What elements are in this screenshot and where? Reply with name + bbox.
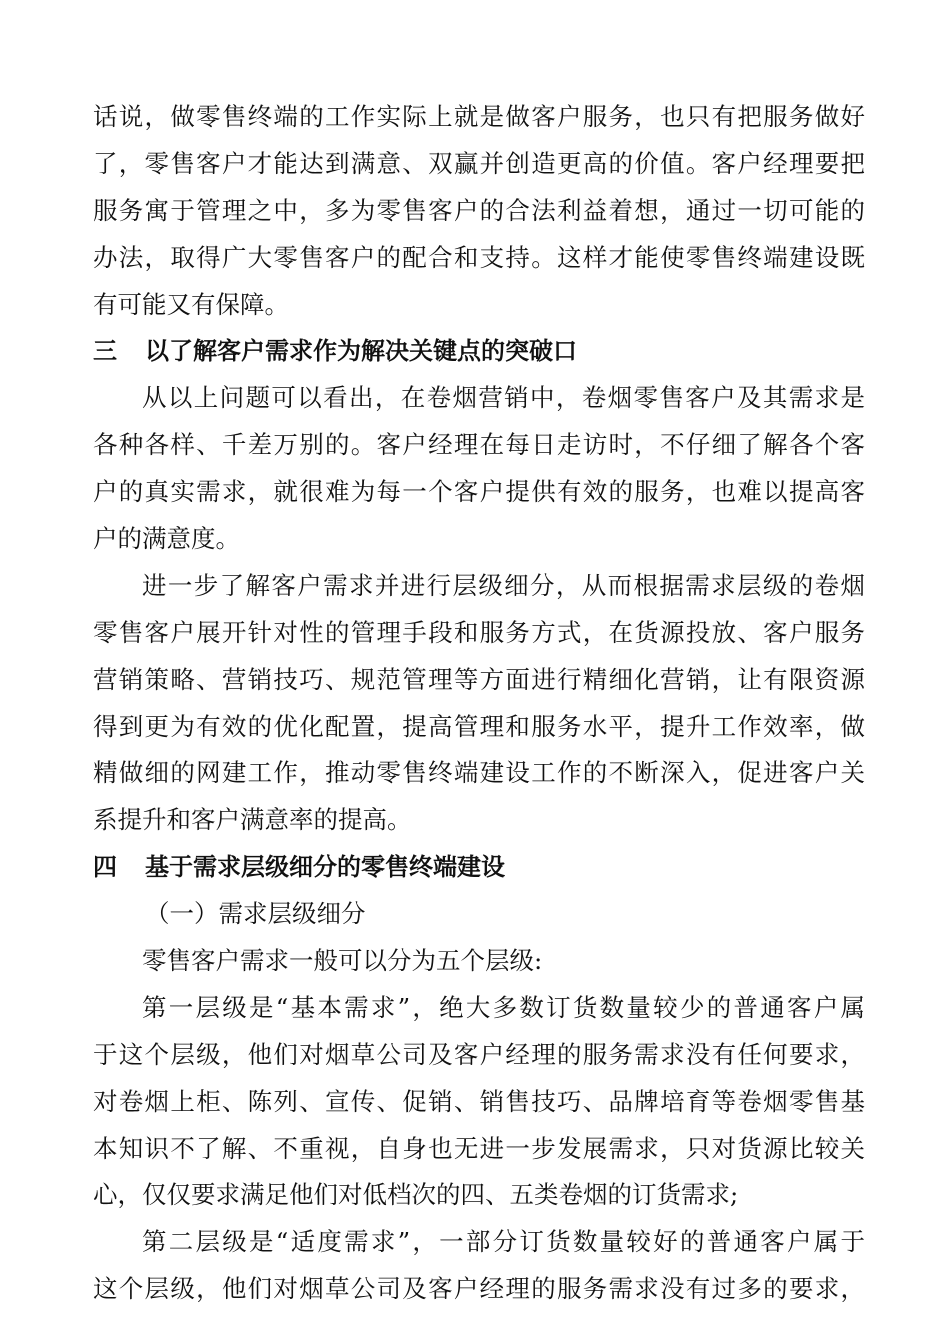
section-title: 以了解客户需求作为解决关键点的突破口 — [145, 337, 577, 366]
section-heading-4 — [93, 844, 865, 891]
text-line: 办法，取得广大零售客户的配合和支持。这样才能使零售终端建设既 — [93, 242, 865, 272]
text-line: 从以上问题可以看出，在卷烟营销中，卷烟零售客户及其需求是 — [142, 383, 865, 413]
text-line: 话说，做零售终端的工作实际上就是做客户服务，也只有把服务做好 — [93, 102, 865, 131]
section-heading-3 — [93, 328, 865, 375]
text-line: 精做细的网建工作，推动零售终端建设工作的不断深入，促进客户关 — [93, 758, 865, 788]
text-line: 各种各样、千差万别的。客户经理在每日走访时，不仔细了解各个客 — [93, 430, 865, 460]
text-line: 得到更为有效的优化配置，提高管理和服务水平，提升工作效率，做 — [93, 711, 865, 741]
text-line: 进一步了解客户需求并进行层级细分，从而根据需求层级的卷烟 — [142, 570, 865, 600]
text-line: 零售客户展开针对性的管理手段和服务方式，在货源投放、客户服务 — [93, 617, 865, 647]
paragraph — [93, 375, 865, 563]
section-number: 四 — [93, 853, 117, 882]
text-line: 于这个层级，他们对烟草公司及客户经理的服务需求没有任何要求， — [93, 1039, 865, 1069]
paragraph — [93, 985, 865, 1219]
text-line: 系提升和客户满意率的提高。 — [93, 805, 412, 835]
text-line: 了，零售客户才能达到满意、双赢并创造更高的价值。客户经理要把 — [93, 148, 865, 178]
text-line: 心，仅仅要求满足他们对低档次的四、五类卷烟的订货需求; — [93, 1180, 739, 1210]
text-line: 第一层级是“基本需求”，绝大多数订货数量较少的普通客户属 — [142, 992, 865, 1022]
paragraph: 零售客户需求一般可以分为五个层级: — [142, 946, 543, 976]
paragraph — [93, 563, 865, 844]
text-line: 服务寓于管理之中，多为零售客户的合法利益着想，通过一切可能的 — [93, 195, 865, 225]
text-line: 有可能又有保障。 — [93, 289, 289, 319]
text-line: 户的满意度。 — [93, 524, 240, 554]
text-line: 这个层级，他们对烟草公司及客户经理的服务需求没有过多的要求， — [93, 1274, 865, 1304]
section-number: 三 — [93, 337, 117, 366]
text-line: 对卷烟上柜、陈列、宣传、促销、销售技巧、品牌培育等卷烟零售基 — [93, 1086, 865, 1116]
text-line: 户的真实需求，就很难为每一个客户提供有效的服务，也难以提高客 — [93, 477, 865, 507]
paragraph — [93, 1219, 865, 1313]
document-page — [93, 94, 865, 1313]
text-line: 营销策略、营销技巧、规范管理等方面进行精细化营销，让有限资源 — [93, 664, 865, 694]
section-title: 基于需求层级细分的零售终端建设 — [145, 853, 505, 882]
paragraph-continuation — [93, 94, 865, 328]
text-line: 本知识不了解、不重视，自身也无进一步发展需求，只对货源比较关 — [93, 1133, 865, 1163]
subsection-heading: （一）需求层级细分 — [145, 899, 366, 929]
text-line: 第二层级是“适度需求”，一部分订货数量较好的普通客户属于 — [142, 1227, 865, 1257]
